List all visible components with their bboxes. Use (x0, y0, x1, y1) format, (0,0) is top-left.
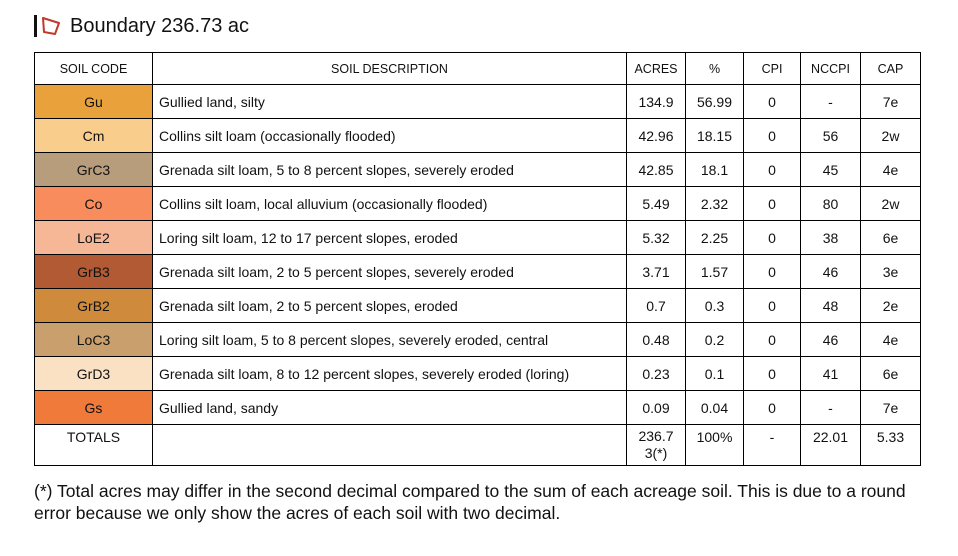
cpi-cell: 0 (744, 357, 801, 391)
nccpi-cell: 41 (801, 357, 861, 391)
totals-label: TOTALS (35, 425, 153, 466)
column-header-cpi: CPI (744, 53, 801, 85)
column-header-percent: % (686, 53, 744, 85)
footnote: (*) Total acres may differ in the second decimal compared to the sum of each acreage soil. This is due to a round error because we only show the acres of each soil with two decimal. (34, 481, 906, 523)
soil-table (34, 52, 921, 466)
nccpi-cell: 48 (801, 289, 861, 323)
soil-code-cell: GrB3 (35, 255, 153, 289)
soil-code-cell: Gu (35, 85, 153, 119)
soil-description-cell: Grenada silt loam, 5 to 8 percent slopes, severely eroded (153, 153, 627, 187)
nccpi-cell: 38 (801, 221, 861, 255)
percent-cell: 0.3 (686, 289, 744, 323)
totals-nccpi: 22.01 (801, 425, 861, 466)
soil-description-cell: Grenada silt loam, 2 to 5 percent slopes, eroded (153, 289, 627, 323)
cpi-cell: 0 (744, 255, 801, 289)
column-header-nccpi: NCCPI (801, 53, 861, 85)
soil-description-cell: Collins silt loam, local alluvium (occasionally flooded) (153, 187, 627, 221)
soil-description-cell: Grenada silt loam, 2 to 5 percent slopes, severely eroded (153, 255, 627, 289)
cap-cell: 2w (861, 119, 921, 153)
table-row (35, 255, 921, 289)
soil-code-cell: LoC3 (35, 323, 153, 357)
page-title: Boundary 236.73 ac (70, 14, 250, 37)
table-row (35, 391, 921, 425)
column-header-soil-code: SOIL CODE (35, 53, 153, 85)
percent-cell: 2.25 (686, 221, 744, 255)
percent-cell: 0.04 (686, 391, 744, 425)
acres-cell: 5.49 (627, 187, 686, 221)
soil-description-cell: Grenada silt loam, 8 to 12 percent slopes, severely eroded (loring) (153, 357, 627, 391)
soil-code-cell: Cm (35, 119, 153, 153)
acres-cell: 134.9 (627, 85, 686, 119)
soil-code-cell: Co (35, 187, 153, 221)
totals-cap: 5.33 (861, 425, 921, 466)
acres-cell: 0.7 (627, 289, 686, 323)
totals-acres-line2: 3(*) (644, 445, 668, 461)
header-divider (34, 15, 37, 37)
table-row (35, 323, 921, 357)
column-header-cap: CAP (861, 53, 921, 85)
nccpi-cell: - (801, 391, 861, 425)
acres-cell: 42.96 (627, 119, 686, 153)
table-header-row (35, 53, 921, 85)
nccpi-cell: - (801, 85, 861, 119)
nccpi-cell: 80 (801, 187, 861, 221)
totals-acres (627, 425, 686, 466)
cap-cell: 2w (861, 187, 921, 221)
cap-cell: 3e (861, 255, 921, 289)
percent-cell: 56.99 (686, 85, 744, 119)
acres-cell: 42.85 (627, 153, 686, 187)
cap-cell: 7e (861, 85, 921, 119)
table-row (35, 119, 921, 153)
soil-description-cell: Loring silt loam, 5 to 8 percent slopes, severely eroded, central (153, 323, 627, 357)
soil-description-cell: Gullied land, silty (153, 85, 627, 119)
table-row (35, 357, 921, 391)
cpi-cell: 0 (744, 153, 801, 187)
soil-code-cell: GrC3 (35, 153, 153, 187)
column-header-soil-description: SOIL DESCRIPTION (153, 53, 627, 85)
percent-cell: 18.15 (686, 119, 744, 153)
totals-row (35, 425, 921, 466)
cpi-cell: 0 (744, 85, 801, 119)
soil-description-cell: Collins silt loam (occasionally flooded) (153, 119, 627, 153)
boundary-header (34, 12, 249, 40)
acres-cell: 3.71 (627, 255, 686, 289)
percent-cell: 2.32 (686, 187, 744, 221)
soil-code-cell: LoE2 (35, 221, 153, 255)
acres-cell: 0.23 (627, 357, 686, 391)
table-row (35, 187, 921, 221)
table-row (35, 221, 921, 255)
soil-description-cell: Gullied land, sandy (153, 391, 627, 425)
totals-cpi: - (744, 425, 801, 466)
totals-description (153, 425, 627, 466)
cap-cell: 6e (861, 221, 921, 255)
cpi-cell: 0 (744, 391, 801, 425)
table-row (35, 153, 921, 187)
soil-code-cell: GrD3 (35, 357, 153, 391)
cpi-cell: 0 (744, 289, 801, 323)
totals-acres-line1: 236.7 (638, 428, 674, 444)
totals-percent: 100% (686, 425, 744, 466)
nccpi-cell: 45 (801, 153, 861, 187)
cap-cell: 4e (861, 323, 921, 357)
soil-description-cell: Loring silt loam, 12 to 17 percent slopes, eroded (153, 221, 627, 255)
cap-cell: 2e (861, 289, 921, 323)
percent-cell: 0.1 (686, 357, 744, 391)
cap-cell: 6e (861, 357, 921, 391)
cpi-cell: 0 (744, 323, 801, 357)
percent-cell: 0.2 (686, 323, 744, 357)
cap-cell: 7e (861, 391, 921, 425)
soil-code-cell: Gs (35, 391, 153, 425)
cpi-cell: 0 (744, 221, 801, 255)
nccpi-cell: 56 (801, 119, 861, 153)
table-row (35, 85, 921, 119)
boundary-polygon-icon (40, 15, 62, 37)
column-header-acres: ACRES (627, 53, 686, 85)
nccpi-cell: 46 (801, 323, 861, 357)
soil-code-cell: GrB2 (35, 289, 153, 323)
acres-cell: 5.32 (627, 221, 686, 255)
percent-cell: 18.1 (686, 153, 744, 187)
table-row (35, 289, 921, 323)
acres-cell: 0.48 (627, 323, 686, 357)
cpi-cell: 0 (744, 187, 801, 221)
nccpi-cell: 46 (801, 255, 861, 289)
cpi-cell: 0 (744, 119, 801, 153)
percent-cell: 1.57 (686, 255, 744, 289)
acres-cell: 0.09 (627, 391, 686, 425)
cap-cell: 4e (861, 153, 921, 187)
